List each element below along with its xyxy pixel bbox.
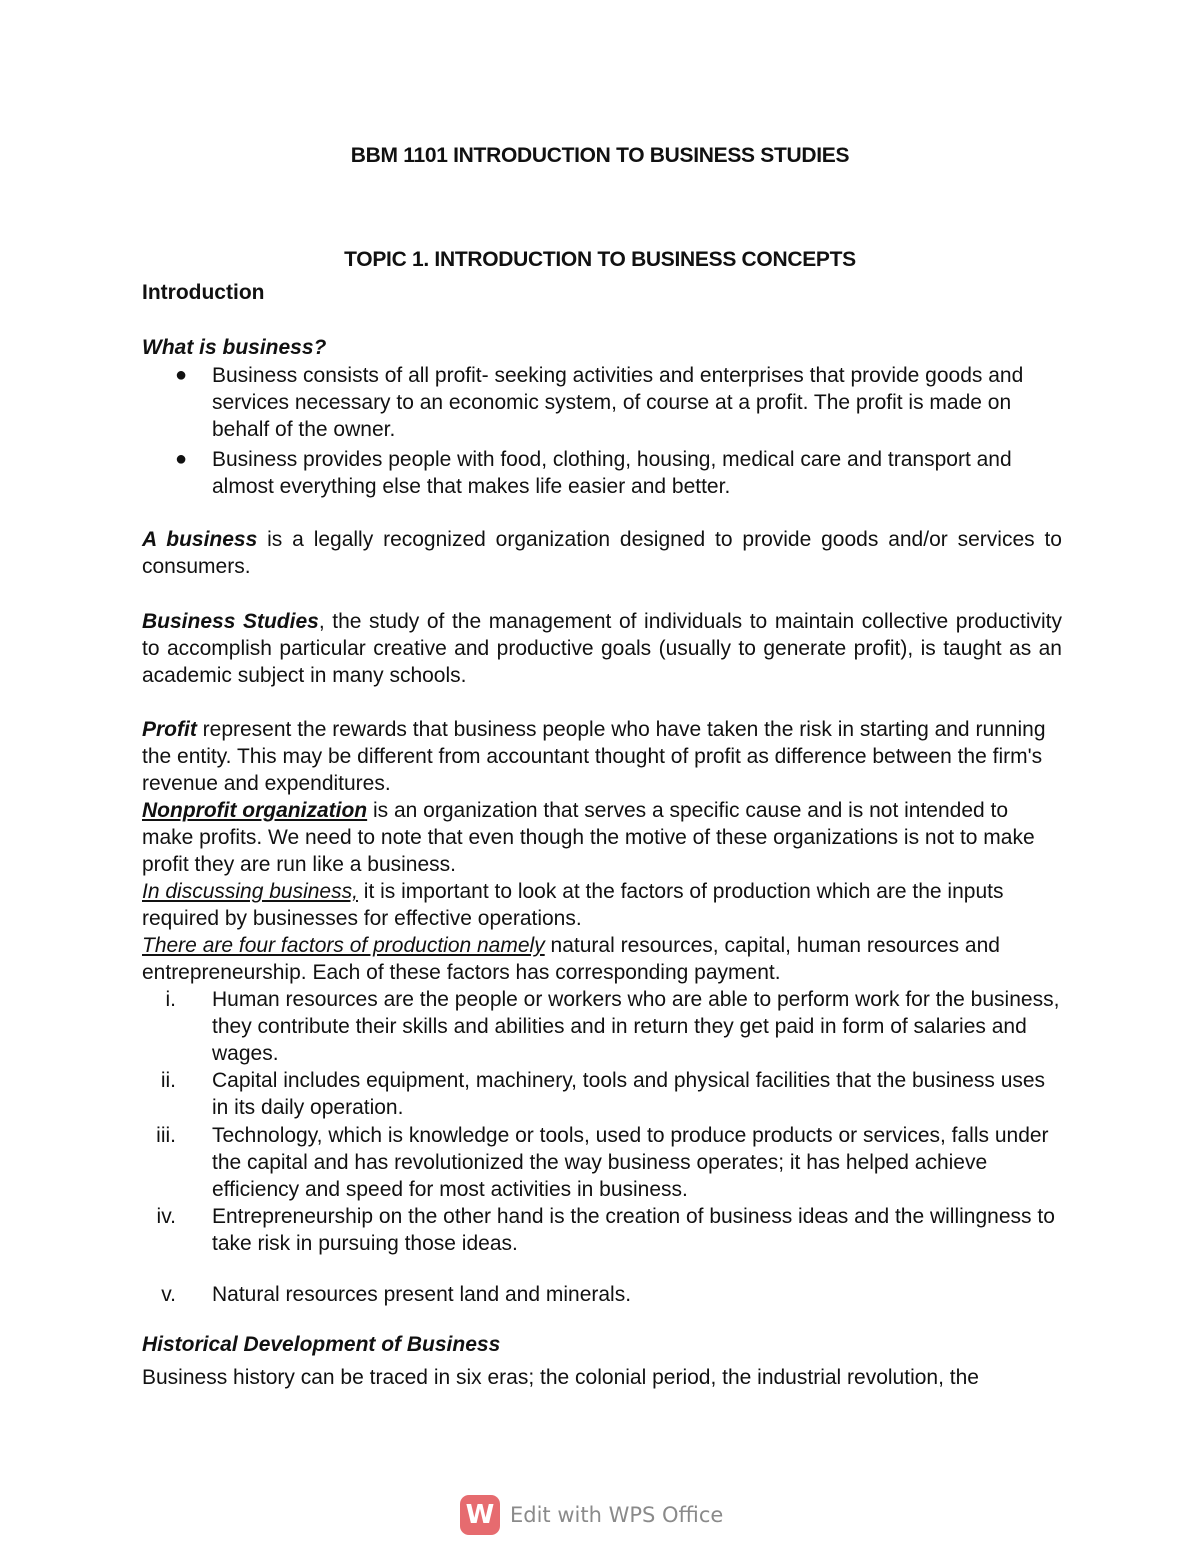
nonprofit-definition bbox=[142, 797, 1062, 878]
wps-edit-badge[interactable] bbox=[460, 1494, 723, 1536]
nonprofit-text: is an organization that serves a specific cause and is not intended to make profits. We need to note that even though the motive of these organizations is not to make profit they are run like a business. bbox=[142, 799, 1035, 876]
factor-text: Capital includes equipment, machinery, tools and physical facilities that the business uses in its daily operation. bbox=[212, 1069, 1046, 1119]
factor-number: v. bbox=[161, 1283, 176, 1306]
a-business-text: is a legally recognized organization designed to provide goods and/or services to consumers. bbox=[142, 528, 1062, 578]
bullet-dot-icon: ● bbox=[175, 448, 188, 470]
four-factors-text: natural resources, capital, human resources and entrepreneurship. Each of these factors has corresponding payment. bbox=[142, 934, 1000, 984]
factor-number: i. bbox=[165, 988, 176, 1011]
bullet-text: Business consists of all profit- seeking activities and enterprises that provide goods and services necessary to an economic system, of course at a profit. The profit is made on behalf of the owner. bbox=[212, 364, 1024, 441]
discussing-business-paragraph bbox=[142, 878, 1062, 932]
history-text: Business history can be traced in six eras; the colonial period, the industrial revolution, the bbox=[142, 1366, 979, 1389]
intro-heading: Introduction bbox=[142, 281, 265, 304]
factor-text: Natural resources present land and minerals. bbox=[212, 1283, 632, 1306]
history-heading: Historical Development of Business bbox=[142, 1333, 501, 1356]
four-factors-paragraph bbox=[142, 932, 1062, 986]
factor-text: Entrepreneurship on the other hand is the creation of business ideas and the willingness to take risk in pursuing those ideas. bbox=[212, 1205, 1055, 1255]
wps-edit-label: Edit with WPS Office bbox=[510, 1502, 724, 1527]
factor-text: Human resources are the people or workers who are able to perform work for the business, they contribute their skills and abilities and in return they get paid in form of salaries and wages. bbox=[212, 988, 1060, 1065]
a-business-term: A business bbox=[142, 528, 258, 551]
discussing-lead: In discussing business, bbox=[142, 880, 358, 903]
factor-number: iii. bbox=[156, 1124, 176, 1147]
profit-text: represent the rewards that business people who have taken the risk in starting and running the entity. This may be different from accountant thought of profit as difference between the firm's revenue and expenditures. bbox=[142, 718, 1046, 795]
topic-title: TOPIC 1. INTRODUCTION TO BUSINESS CONCEPTS bbox=[344, 248, 856, 271]
bullet-text: Business provides people with food, clothing, housing, medical care and transport and almost everything else that makes life easier and better. bbox=[212, 448, 1012, 498]
profit-term: Profit bbox=[142, 718, 197, 741]
bullet-dot-icon: ● bbox=[175, 364, 188, 386]
business-studies-term: Business Studies bbox=[142, 610, 319, 633]
business-studies-definition bbox=[142, 608, 1062, 689]
nonprofit-term: Nonprofit organization bbox=[142, 799, 368, 822]
wps-logo-icon: W bbox=[460, 1495, 500, 1535]
business-studies-text: , the study of the management of individuals to maintain collective productivity to accomplish particular creative and productive goals (usually to generate profit), is taught as an academic subject in many schools. bbox=[142, 610, 1062, 687]
discussing-text: it is important to look at the factors of production which are the inputs required by businesses for effective operations. bbox=[142, 880, 1004, 930]
profit-definition bbox=[142, 716, 1062, 797]
factor-number: iv. bbox=[156, 1205, 176, 1228]
factor-number: ii. bbox=[160, 1069, 176, 1092]
factor-text: Technology, which is knowledge or tools, used to produce products or services, falls under the capital and has revolutionized the way business operates; it has helped achieve efficiency and speed for most activities in business. bbox=[212, 1124, 1049, 1201]
course-title: BBM 1101 INTRODUCTION TO BUSINESS STUDIES bbox=[350, 144, 850, 167]
a-business-definition bbox=[142, 526, 1062, 580]
four-factors-lead: There are four factors of production namely bbox=[142, 934, 545, 957]
what-is-business-heading: What is business? bbox=[142, 336, 327, 359]
